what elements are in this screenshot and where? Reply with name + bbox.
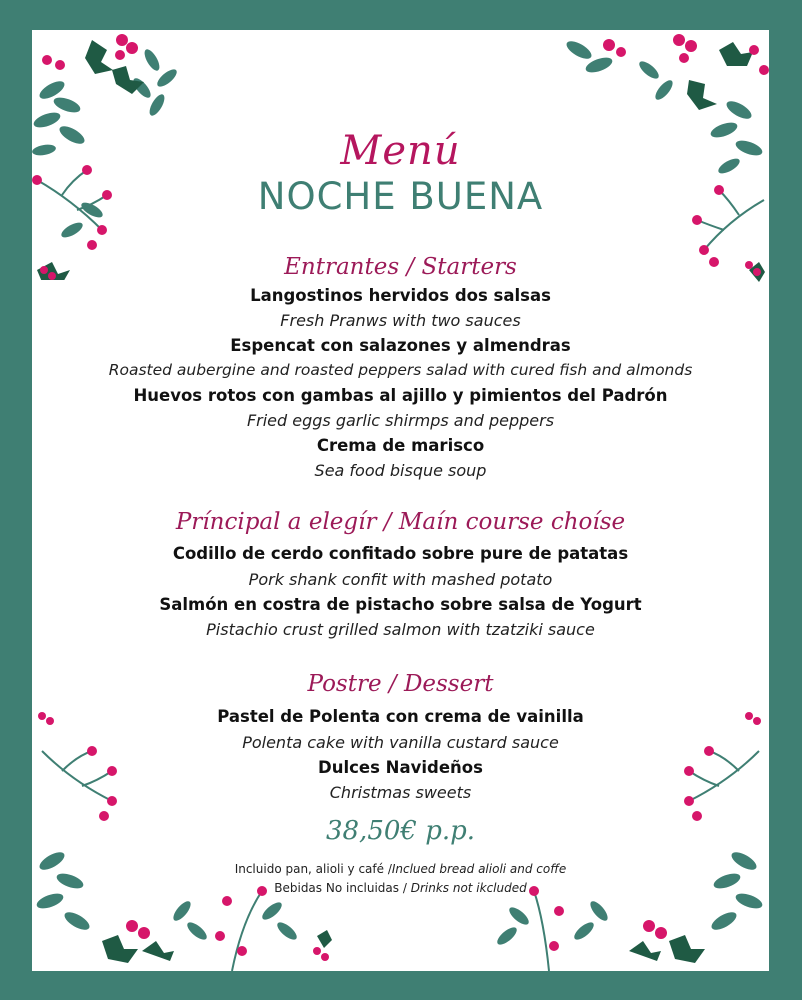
dish-name: Dulces Navideños (318, 758, 483, 777)
dish-description: Fried eggs garlic shirmps and peppers (246, 411, 555, 430)
section-title-starters: Entrantes / Starters (284, 254, 517, 280)
dish-name: Pastel de Polenta con crema de vainilla (217, 707, 584, 726)
dish-name: Espencat con salazones y almendras (230, 336, 571, 355)
dish-name: Codillo de cerdo confitado sobre pure de patatas (172, 544, 629, 563)
included-note (32, 862, 769, 876)
dish-name: Huevos rotos con gambas al ajillo y pimientos del Padrón (133, 386, 668, 405)
included-note-en: Inclued bread alioli and coffe (391, 862, 567, 876)
included-note-es: Incluido pan, alioli y café / (234, 862, 392, 876)
price: 38,50€ p.p. (325, 816, 476, 846)
dish-description: Sea food bisque soup (314, 461, 487, 480)
dish-description: Polenta cake with vanilla custard sauce (242, 733, 559, 752)
section-title-dessert: Postre / Dessert (307, 671, 494, 697)
menu-script-title: Menú (340, 128, 461, 174)
menu-card (32, 30, 769, 971)
drinks-note-es: Bebidas No incluidas / (274, 881, 411, 895)
dish-name: Crema de marisco (316, 436, 485, 455)
drinks-note (32, 881, 769, 895)
section-title-main-course: Príncipal a elegír / Maín course choíse (175, 509, 626, 535)
dish-name: Langostinos hervidos dos salsas (250, 286, 551, 305)
dish-description: Pistachio crust grilled salmon with tzatziki sauce (206, 620, 595, 639)
drinks-note-en: Drinks not ikcluded (410, 881, 527, 895)
dish-description: Pork shank confit with mashed potato (248, 570, 553, 589)
dish-name: Salmón en costra de pistacho sobre salsa de Yogurt (159, 595, 642, 614)
dish-description: Roasted aubergine and roasted peppers salad with cured fish and almonds (108, 361, 693, 379)
dish-description: Christmas sweets (329, 783, 472, 802)
menu-content (32, 30, 769, 971)
dish-description: Fresh Pranws with two sauces (280, 311, 521, 330)
menu-main-title: NOCHE BUENA (257, 175, 544, 218)
